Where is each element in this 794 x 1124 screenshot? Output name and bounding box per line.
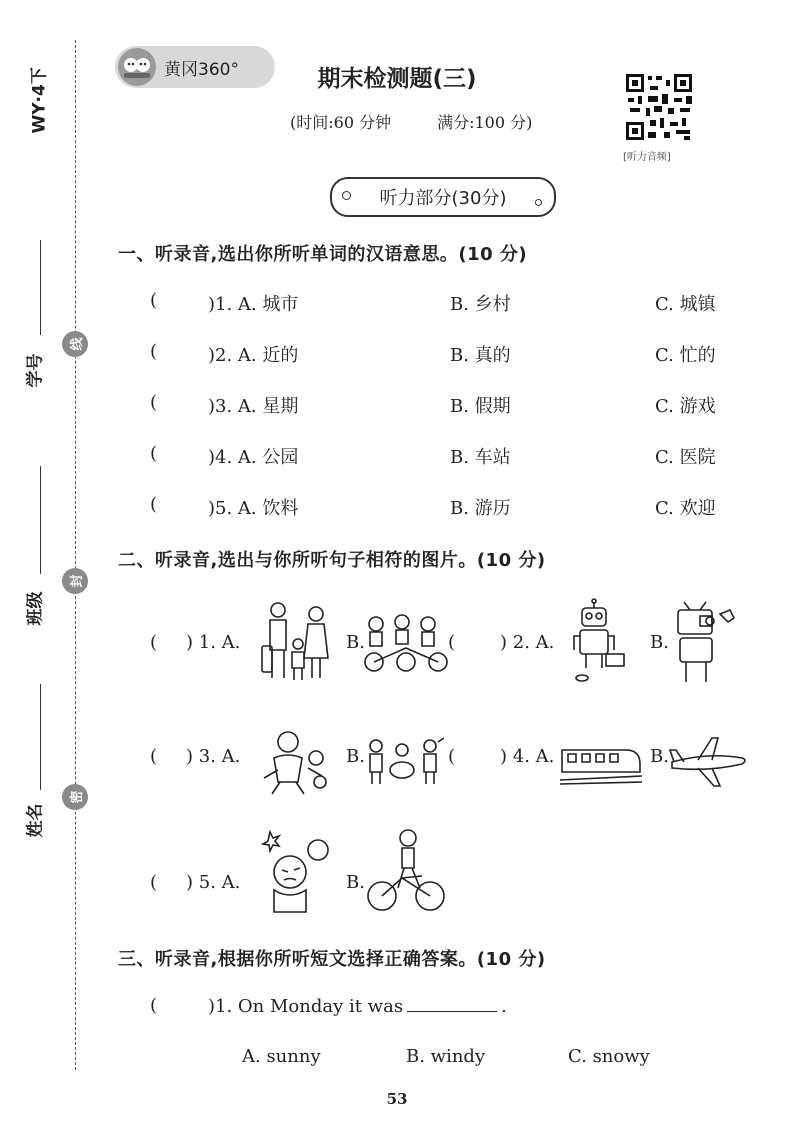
qr-code-icon[interactable] (624, 72, 694, 142)
answer-paren[interactable]: ( (150, 443, 158, 464)
section1-item (150, 290, 750, 320)
airplane-picture[interactable] (668, 736, 748, 790)
option-a-label: ) 5. A. (186, 872, 241, 893)
answer-paren[interactable]: ( (448, 746, 456, 767)
kids-playing-picture[interactable] (258, 728, 338, 798)
option-a: )1. A. 城市 (208, 294, 299, 315)
band-playing-picture[interactable] (362, 736, 444, 788)
section2-item (150, 632, 365, 653)
page-number: 53 (386, 1090, 408, 1108)
boy-riding-bike-picture[interactable] (366, 826, 446, 914)
answer-paren[interactable]: ( (150, 290, 158, 311)
option-c: C. 欢迎 (655, 498, 716, 519)
option-a: A. sunny (242, 1046, 321, 1067)
section2-item (448, 746, 669, 767)
banner-dot-icon (342, 191, 351, 200)
banner-text: 听力部分(30分) (379, 188, 507, 209)
section1-heading: 一、听录音,选出你所听单词的汉语意思。(10 分) (118, 244, 528, 265)
option-b-label: B. (346, 632, 365, 653)
option-a: )2. A. 近的 (208, 345, 299, 366)
question-text (208, 995, 507, 1017)
option-c: C. 忙的 (655, 345, 716, 366)
section2-item (150, 872, 365, 893)
option-b-label: B. (650, 746, 669, 767)
option-b: B. 真的 (450, 345, 511, 366)
option-b-label: B. (346, 872, 365, 893)
listening-section-banner (330, 177, 556, 217)
exam-info (290, 110, 532, 133)
option-a-label: ) 2. A. (500, 632, 555, 653)
student-id-blank[interactable] (40, 240, 41, 335)
option-b: B. windy (406, 1046, 486, 1067)
answer-paren[interactable]: ( (150, 995, 158, 1016)
name-blank[interactable] (40, 684, 41, 790)
section1-item (150, 443, 750, 473)
section3-heading: 三、听录音,根据你所听短文选择正确答案。(10 分) (118, 949, 546, 970)
option-b: B. 车站 (450, 447, 511, 468)
answer-paren[interactable]: ( (448, 632, 456, 653)
binding-dashed-line (75, 40, 76, 1070)
qr-label: [听力音频] (623, 152, 671, 163)
exam-score: 满分:100 分) (437, 113, 533, 132)
answer-paren[interactable]: ( (150, 494, 158, 515)
option-b: B. 假期 (450, 396, 511, 417)
seal-mark-mi: 密 (62, 784, 88, 810)
train-picture[interactable] (560, 740, 642, 786)
section1-item (150, 392, 750, 422)
option-a-label: ) 4. A. (500, 746, 555, 767)
answer-paren[interactable]: ( (150, 746, 158, 767)
student-id-label: 学号 (25, 353, 46, 388)
section1-item (150, 341, 750, 371)
class-blank[interactable] (40, 466, 41, 574)
section3-question (150, 995, 750, 1025)
section2-heading: 二、听录音,选出与你所听句子相符的图片。(10 分) (118, 550, 546, 571)
option-a-label: ) 3. A. (186, 746, 241, 767)
answer-paren[interactable]: ( (150, 392, 158, 413)
section1-item (150, 494, 750, 524)
section3-options (242, 1046, 794, 1076)
seal-mark-xian: 线 (62, 331, 88, 357)
question-stem: )1. On Monday it was (208, 996, 404, 1017)
edition-label: WY·4下 (29, 67, 50, 134)
fill-blank[interactable] (407, 995, 497, 1012)
option-a: )3. A. 星期 (208, 396, 299, 417)
sick-boy-picture[interactable] (256, 826, 340, 914)
robot-with-cake-picture[interactable] (572, 598, 628, 684)
banner-dot-icon (535, 199, 542, 206)
option-b-label: B. (346, 746, 365, 767)
option-a-label: ) 1. A. (186, 632, 241, 653)
question-end: . (501, 996, 507, 1017)
option-b: B. 游历 (450, 498, 511, 519)
option-a: )5. A. 饮料 (208, 498, 299, 519)
option-a: )4. A. 公园 (208, 447, 299, 468)
name-label: 姓名 (25, 803, 46, 838)
exam-time: (时间:60 分钟 (290, 113, 392, 132)
answer-paren[interactable]: ( (150, 872, 158, 893)
section2-item (150, 746, 365, 767)
family-travel-picture[interactable] (258, 600, 336, 682)
option-c: C. 城镇 (655, 294, 716, 315)
option-c: C. snowy (568, 1046, 650, 1067)
brand-text: 黄冈360° (164, 59, 239, 80)
answer-paren[interactable]: ( (150, 341, 158, 362)
class-label: 班级 (25, 591, 46, 626)
option-c: C. 游戏 (655, 396, 716, 417)
option-b-label: B. (650, 632, 669, 653)
kids-on-bicycle-picture[interactable] (362, 612, 450, 674)
robot-with-camera-picture[interactable] (670, 598, 746, 686)
option-b: B. 乡村 (450, 294, 511, 315)
answer-paren[interactable]: ( (150, 632, 158, 653)
page-title: 期末检测题(三) (317, 66, 477, 92)
seal-mark-feng: 封 (62, 568, 88, 594)
option-c: C. 医院 (655, 447, 716, 468)
section2-item (448, 632, 669, 653)
